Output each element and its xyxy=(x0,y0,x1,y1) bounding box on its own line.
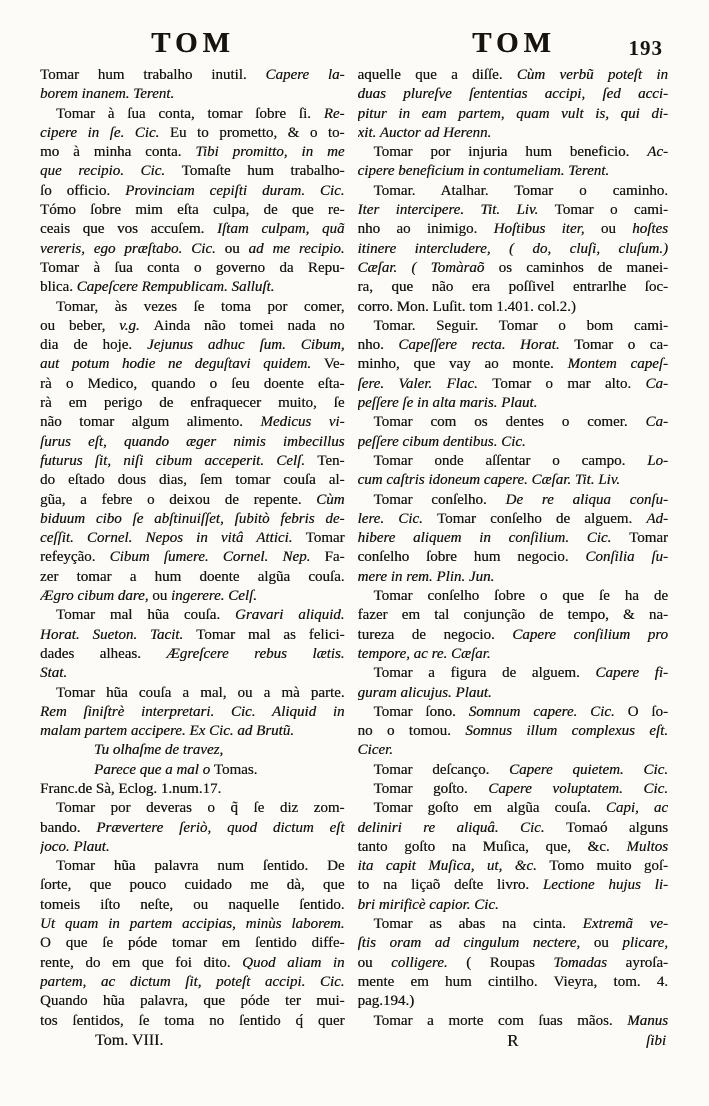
text-line xyxy=(40,799,345,818)
latin-italic-segment: Manus xyxy=(627,1012,668,1029)
text-line xyxy=(358,85,668,104)
roman-segment: Tomar por injuria hum beneficio. xyxy=(373,144,648,161)
roman-segment: Tomar a figura de alguem. xyxy=(373,665,596,682)
latin-italic-segment: Ac- xyxy=(647,144,668,161)
text-line xyxy=(40,606,345,625)
latin-italic-segment: Tomadas xyxy=(553,954,626,971)
text-line xyxy=(358,433,668,452)
roman-segment: Tomar com os dentes o comer. xyxy=(373,414,646,431)
text-line xyxy=(40,220,345,239)
roman-segment: ou xyxy=(224,240,249,257)
text-line xyxy=(40,510,345,529)
text-line xyxy=(358,375,668,394)
text-line xyxy=(358,664,668,683)
roman-segment: dia de hoje. xyxy=(40,337,148,354)
roman-segment: ra, que não era poſſivel entrarlhe ſoc- xyxy=(357,279,668,296)
latin-italic-segment: Multos xyxy=(626,838,668,855)
latin-italic-segment: Provinciam cepiſti duram. Cic. xyxy=(125,182,345,199)
text-line xyxy=(358,703,668,722)
latin-italic-segment: futurus ſit, niſi cibum acceperit. Celſ. xyxy=(40,452,318,469)
text-line xyxy=(358,626,668,645)
text-line xyxy=(40,413,345,432)
latin-italic-segment: Gravari aliquid. xyxy=(235,607,345,624)
latin-italic-segment: hoſtes xyxy=(632,221,668,238)
roman-segment: rà o Medico, quando o ſeu doente eſta- xyxy=(40,375,345,392)
roman-segment: Tomaſte hum trabalho- xyxy=(181,163,345,180)
latin-italic-segment: cipere in ſe. Cic. xyxy=(40,124,170,141)
latin-italic-segment: peſſere ſe in alta maris. Plaut. xyxy=(357,395,538,412)
roman-segment: Tomar goſto. xyxy=(373,780,489,797)
text-line xyxy=(40,626,345,645)
latin-italic-segment: Quod aliam in xyxy=(242,954,345,971)
text-line xyxy=(40,317,345,336)
latin-italic-segment: peſſere cibum dentibus. Cic. xyxy=(357,433,526,450)
roman-segment: Tomar o mar alto. xyxy=(492,375,646,392)
column-left xyxy=(40,66,345,1031)
roman-segment: no o tomou. xyxy=(357,723,466,740)
page-header xyxy=(0,0,709,66)
roman-segment: tos ſentidos, ſe toma no ſentido q́ quer xyxy=(40,1012,345,1029)
latin-italic-segment: Tu olhaſme de travez, xyxy=(94,742,224,759)
latin-italic-segment: Jejunus adhuc ſum. Cibum, xyxy=(147,337,345,354)
latin-italic-segment: Ægreſcere rebus lætis. xyxy=(166,645,345,662)
text-line xyxy=(40,819,345,838)
text-line xyxy=(40,433,345,452)
page-number: 193 xyxy=(628,36,663,60)
latin-italic-segment: itinere intercludere, ( do, cluſi, cluſum.) xyxy=(357,240,668,257)
roman-segment: gũa, a febre o deixou de repente. xyxy=(40,491,317,508)
latin-italic-segment: cum caſtris idoneum capere. Cæſar. Tit. Liv. xyxy=(357,472,621,489)
latin-italic-segment: Montem capeſ- xyxy=(567,356,668,373)
latin-italic-segment: v.g. xyxy=(119,317,154,334)
text-line xyxy=(358,587,668,606)
column-right xyxy=(358,66,668,1031)
roman-segment: ( Roupas xyxy=(466,954,554,971)
roman-segment: Tomar onde aſſentar o campo. xyxy=(373,452,648,469)
roman-segment: Tomar hum trabalho inutil. xyxy=(40,67,266,83)
text-line xyxy=(40,124,345,143)
latin-italic-segment: lere. Cic. xyxy=(357,510,437,527)
text-line xyxy=(358,259,668,278)
roman-segment: mo à minha conta. xyxy=(40,144,196,161)
text-line xyxy=(40,876,345,895)
roman-segment: rente, do em que foi dito. xyxy=(40,954,243,971)
roman-segment: Tomar a morte com ſuas mãos. xyxy=(373,1012,628,1029)
latin-italic-segment: duas plureſve ſententias accipi, ſed acci- xyxy=(357,86,668,103)
text-line xyxy=(40,722,345,741)
text-line xyxy=(40,491,345,510)
latin-italic-segment: plicare, xyxy=(622,935,668,952)
text-line xyxy=(40,240,345,259)
latin-italic-segment: ceſſit. Cornel. Nepos in vitâ Attici. xyxy=(40,530,306,547)
roman-segment: ou xyxy=(593,935,623,952)
latin-italic-segment: Capere voluptatem. Cic. xyxy=(488,780,668,797)
text-line xyxy=(358,838,668,857)
text-line xyxy=(358,548,668,567)
roman-segment: Tomar o ca- xyxy=(574,337,668,354)
latin-italic-segment: Capeſſere recta. Horat. xyxy=(398,337,575,354)
roman-segment: Ten- xyxy=(317,452,345,469)
text-line xyxy=(40,896,345,915)
latin-italic-segment: deliniri re aliquâ. Cic. xyxy=(357,819,566,836)
text-line xyxy=(40,336,345,355)
roman-segment: nho ao inimigo. xyxy=(357,221,494,238)
text-line xyxy=(40,278,345,297)
roman-segment: aquelle que a diſſe. xyxy=(357,67,517,83)
text-line xyxy=(358,491,668,510)
roman-segment: zer tomar a hum doente algũa couſa. xyxy=(40,568,345,585)
latin-italic-segment: Capere fi- xyxy=(595,665,668,682)
latin-italic-segment: Somnus illum complexus eſt. xyxy=(465,723,668,740)
roman-segment: ayroſa- xyxy=(625,954,668,971)
text-line xyxy=(358,298,668,317)
text-line xyxy=(40,992,345,1011)
text-line xyxy=(358,317,668,336)
roman-segment: Tomar conſelho. xyxy=(373,491,506,508)
latin-italic-segment: ſurus eſt, quando æger nimis imbecillus xyxy=(40,433,345,450)
text-line xyxy=(358,973,668,992)
latin-italic-segment: Ca- xyxy=(645,414,668,431)
text-line xyxy=(358,413,668,432)
text-line xyxy=(358,182,668,201)
roman-segment: blica. xyxy=(40,279,77,296)
latin-italic-segment: Conſilia ſu- xyxy=(585,549,668,566)
roman-segment: Tomar xyxy=(305,530,345,547)
roman-segment: Tomar conſelho de alguem. xyxy=(436,510,647,527)
text-line xyxy=(40,703,345,722)
text-line xyxy=(40,684,345,703)
text-line xyxy=(358,355,668,374)
text-line xyxy=(358,876,668,895)
roman-segment: Tomar hũa couſa a mal, ou a mà parte. xyxy=(56,684,345,701)
catchword: ſibi xyxy=(645,1032,666,1049)
text-line xyxy=(40,143,345,162)
running-title-right: TOM xyxy=(472,27,556,59)
latin-italic-segment: mere in rem. Plin. Jun. xyxy=(357,568,495,585)
text-line xyxy=(40,85,345,104)
roman-segment: corro. Mon. Luſit. tom 1.401. col.2.) xyxy=(357,298,576,315)
text-line xyxy=(40,162,345,181)
text-line xyxy=(40,664,345,683)
roman-segment: bando. xyxy=(40,819,97,836)
latin-italic-segment: Capere conſilium pro xyxy=(512,626,668,643)
text-columns xyxy=(0,66,709,1031)
roman-segment: to na liçaõ deſte livro. xyxy=(357,877,543,894)
roman-segment: Tómo ſobre mim eſta culpa, de que re- xyxy=(40,202,345,219)
latin-italic-segment: Rem ſiniſtrè interpretari. Cic. Aliquid in xyxy=(40,703,345,720)
roman-segment: Tomar à ſua conta o governo da Repu- xyxy=(40,259,345,276)
latin-italic-segment: Cùm xyxy=(316,491,345,508)
latin-italic-segment: guram alicujus. Plaut. xyxy=(357,684,492,701)
latin-italic-segment: ad me recipio. xyxy=(248,240,345,257)
roman-segment: Tomar goſto em algũa couſa. xyxy=(373,800,606,817)
roman-segment: Tomar hũa palavra num ſentido. De xyxy=(56,858,345,875)
roman-segment: ceais que vos accuſem. xyxy=(40,221,218,238)
roman-segment: O ſo- xyxy=(627,703,668,720)
latin-italic-segment: Hoſtibus iter, xyxy=(493,221,601,238)
text-line xyxy=(358,162,668,181)
latin-italic-segment: Cæſar. ( Tomàraõ xyxy=(357,259,499,276)
text-line xyxy=(40,66,345,85)
text-line xyxy=(358,66,668,85)
latin-italic-segment: Tibi promitto, in me xyxy=(195,144,345,161)
roman-segment: fazer em tal conjunção de tempo, & na- xyxy=(357,607,668,624)
text-line xyxy=(358,220,668,239)
text-line xyxy=(40,182,345,201)
text-line xyxy=(358,124,668,143)
roman-segment: Ainda não tomei nada no xyxy=(153,317,345,334)
latin-italic-segment: Cùm verbũ poteſt in xyxy=(516,67,668,83)
latin-italic-segment: Iter intercipere. Tit. Liv. xyxy=(357,202,555,219)
text-line xyxy=(358,857,668,876)
signature-area xyxy=(358,1031,668,1052)
text-line xyxy=(358,645,668,664)
roman-segment: Fa- xyxy=(324,549,345,566)
text-line xyxy=(40,201,345,220)
latin-italic-segment: Ut quam in partem accipias, minùs laborem. xyxy=(40,916,345,933)
text-line xyxy=(358,992,668,1011)
text-line xyxy=(40,298,345,317)
text-line xyxy=(40,741,345,760)
text-line xyxy=(40,973,345,992)
text-line xyxy=(40,471,345,490)
roman-segment: Tomar mal hũa couſa. xyxy=(56,607,235,624)
text-line xyxy=(40,355,345,374)
latin-italic-segment: bri mirificè capior. Cic. xyxy=(357,896,499,913)
roman-segment: conſelho ſobre hum negocio. xyxy=(357,549,586,566)
text-line xyxy=(40,529,345,548)
text-line xyxy=(358,741,668,760)
latin-italic-segment: De re aliqua conſu- xyxy=(505,491,668,508)
text-line xyxy=(40,452,345,471)
roman-segment: refeyção. xyxy=(40,549,110,566)
latin-italic-segment: vereris, ego præſtabo. Cic. xyxy=(40,240,225,257)
gathering-letter: R xyxy=(507,1030,519,1050)
text-line xyxy=(40,587,345,606)
text-line xyxy=(358,934,668,953)
roman-segment: Tomar mal as felici- xyxy=(196,626,345,643)
latin-italic-segment: Ægro cibum dare, xyxy=(40,588,153,605)
text-line xyxy=(358,529,668,548)
latin-italic-segment: borem inanem. Terent. xyxy=(40,86,175,103)
text-line xyxy=(358,201,668,220)
text-line xyxy=(40,548,345,567)
latin-italic-segment: Cibum ſumere. Cornel. Nep. xyxy=(109,549,325,566)
roman-segment: dades alheas. xyxy=(40,645,167,662)
text-line xyxy=(40,1012,345,1031)
latin-italic-segment: partem, ac dictum ſit, poteſt accipi. Cic. xyxy=(40,973,345,990)
text-line xyxy=(358,510,668,529)
latin-italic-segment: Lo- xyxy=(647,452,668,469)
latin-italic-segment: pitur in eam partem, quam vult is, qui di- xyxy=(357,105,668,122)
latin-italic-segment: Parece que a mal o xyxy=(94,761,214,778)
text-line xyxy=(358,143,668,162)
roman-segment: Tomar deſcanço. xyxy=(373,761,510,778)
text-line xyxy=(40,375,345,394)
latin-italic-segment: cipere beneficium in contumeliam. Terent. xyxy=(357,163,610,180)
text-line xyxy=(358,896,668,915)
latin-italic-segment: Stat. xyxy=(40,665,68,682)
roman-segment: Ve- xyxy=(323,356,345,373)
text-line xyxy=(40,259,345,278)
text-line xyxy=(358,105,668,124)
latin-italic-segment: Ca- xyxy=(645,375,668,392)
text-line xyxy=(358,471,668,490)
text-line xyxy=(358,1012,668,1031)
roman-segment: Tomar. Atalhar. Tomar o caminho. xyxy=(373,182,668,199)
roman-segment: O que ſe póde tomar em ſentido diffe- xyxy=(40,935,345,952)
roman-segment: ou beber, xyxy=(40,317,120,334)
latin-italic-segment: Cicer. xyxy=(357,742,393,759)
text-line xyxy=(40,761,345,780)
latin-italic-segment: joco. Plaut. xyxy=(40,838,110,855)
latin-italic-segment: Iſtam culpam, quã xyxy=(217,221,345,238)
text-line xyxy=(358,761,668,780)
latin-italic-segment: ſtis oram ad cingulum nectere, xyxy=(357,935,594,952)
text-line xyxy=(40,780,345,799)
roman-segment: minho, que vay ao monte. xyxy=(357,356,568,373)
text-line xyxy=(40,568,345,587)
roman-segment: pag.194.) xyxy=(357,993,415,1010)
roman-segment: Tomar à ſua conta, tomar ſobre ſi. xyxy=(56,105,324,122)
latin-italic-segment: Capi, ac xyxy=(605,800,668,817)
roman-segment: Tomar. Seguir. Tomar o bom cami- xyxy=(373,317,668,334)
roman-segment: Tomas. xyxy=(213,761,258,778)
latin-italic-segment: que recipio. Cic. xyxy=(40,163,182,180)
latin-italic-segment: Capere la- xyxy=(265,67,345,83)
text-line xyxy=(40,838,345,857)
latin-italic-segment: Prævertere ſeriò, quod dictum eſt xyxy=(96,819,345,836)
latin-italic-segment: Capeſcere Rempublicam. Salluſt. xyxy=(76,279,275,296)
roman-segment: Quando hũa palavra, que póde ter mui- xyxy=(40,993,345,1010)
text-line xyxy=(358,336,668,355)
roman-segment: ou xyxy=(152,588,171,605)
roman-segment: Tomaó alguns xyxy=(565,819,668,836)
text-line xyxy=(358,915,668,934)
roman-segment: ou xyxy=(357,954,392,971)
roman-segment: ſo officio. xyxy=(40,182,126,199)
text-line xyxy=(40,394,345,413)
roman-segment: Tomar as abas na cinta. xyxy=(373,916,583,933)
roman-segment: Tomar xyxy=(629,530,668,547)
running-title-left: TOM xyxy=(151,27,235,59)
text-line xyxy=(358,722,668,741)
text-line xyxy=(358,452,668,471)
text-line xyxy=(40,645,345,664)
roman-segment: ſorte, que pouco cuidado me dà, que xyxy=(40,877,345,894)
text-line xyxy=(358,278,668,297)
text-line xyxy=(358,394,668,413)
roman-segment: não tomar algum alimento. xyxy=(40,414,261,431)
latin-italic-segment: ingerere. Celſ. xyxy=(170,588,257,605)
page-footer xyxy=(0,1031,709,1052)
latin-italic-segment: hibere aliquem in conſilium. Cic. xyxy=(357,530,630,547)
roman-segment: rà em perigo de enfraquecer muito, ſe xyxy=(40,395,345,412)
latin-italic-segment: Lectione hujus li- xyxy=(542,877,668,894)
text-line xyxy=(40,105,345,124)
roman-segment: tureza de negocio. xyxy=(357,626,513,643)
text-line xyxy=(358,606,668,625)
volume-signature: Tom. VIII. xyxy=(95,1031,164,1049)
text-line xyxy=(358,568,668,587)
latin-italic-segment: Somnum capere. Cic. xyxy=(468,703,628,720)
roman-segment: Tomar, às vezes ſe toma por comer, xyxy=(56,298,345,315)
roman-segment: tomeis iſto neſte, ou naquelle ſentido. xyxy=(40,896,345,913)
latin-italic-segment: Re- xyxy=(323,105,345,122)
latin-italic-segment: ſere. Valer. Flac. xyxy=(357,375,493,392)
latin-italic-segment: Capere quietem. Cic. xyxy=(509,761,668,778)
roman-segment: tanto goſto na Muſica, que, &c. xyxy=(357,838,627,855)
text-line xyxy=(40,954,345,973)
roman-segment: Tomo muito goſ- xyxy=(549,858,668,875)
latin-italic-segment: malam partem accipere. Ex Cic. ad Brutũ. xyxy=(40,723,294,740)
roman-segment: mente em hum cintilho. Vieyra, tom. 4. xyxy=(357,973,668,990)
text-line xyxy=(358,780,668,799)
latin-italic-segment: tempore, ac re. Cæſar. xyxy=(357,645,491,662)
latin-italic-segment: xit. Auctor ad Herenn. xyxy=(357,124,492,141)
text-line xyxy=(40,857,345,876)
roman-segment: Franc.de Sà, Eclog. 1.num.17. xyxy=(40,780,222,797)
text-line xyxy=(358,684,668,703)
roman-segment: Tomar o cami- xyxy=(554,202,668,219)
latin-italic-segment: aut potum hodie ne deguſtavi quidem. xyxy=(40,356,324,373)
latin-italic-segment: ita capit Muſica, ut, &c. xyxy=(357,858,550,875)
text-line xyxy=(358,819,668,838)
text-line xyxy=(40,915,345,934)
latin-italic-segment: biduum cibo ſe abſtinuiſſet, ſubitò febris de- xyxy=(40,510,345,527)
roman-segment: ou xyxy=(600,221,633,238)
roman-segment: os caminhos de manei- xyxy=(498,259,668,276)
roman-segment: Eu to prometto, & o to- xyxy=(169,124,345,141)
roman-segment: do eſtado dous dias, ſem tomar couſa al- xyxy=(40,472,345,489)
text-line xyxy=(358,240,668,259)
text-line xyxy=(40,934,345,953)
text-line xyxy=(358,799,668,818)
latin-italic-segment: Medicus vi- xyxy=(260,414,345,431)
roman-segment: nho. xyxy=(357,337,399,354)
latin-italic-segment: Horat. Sueton. Tacit. xyxy=(40,626,197,643)
text-line xyxy=(358,954,668,973)
roman-segment: Tomar conſelho ſobre o que ſe ha de xyxy=(373,588,668,605)
roman-segment: Tomar por deveras o q̃ ſe diz zom- xyxy=(56,800,345,817)
latin-italic-segment: Extremã ve- xyxy=(582,916,668,933)
roman-segment: Tomar ſono. xyxy=(373,703,469,720)
latin-italic-segment: Ad- xyxy=(646,510,668,527)
latin-italic-segment: colligere. xyxy=(391,954,467,971)
